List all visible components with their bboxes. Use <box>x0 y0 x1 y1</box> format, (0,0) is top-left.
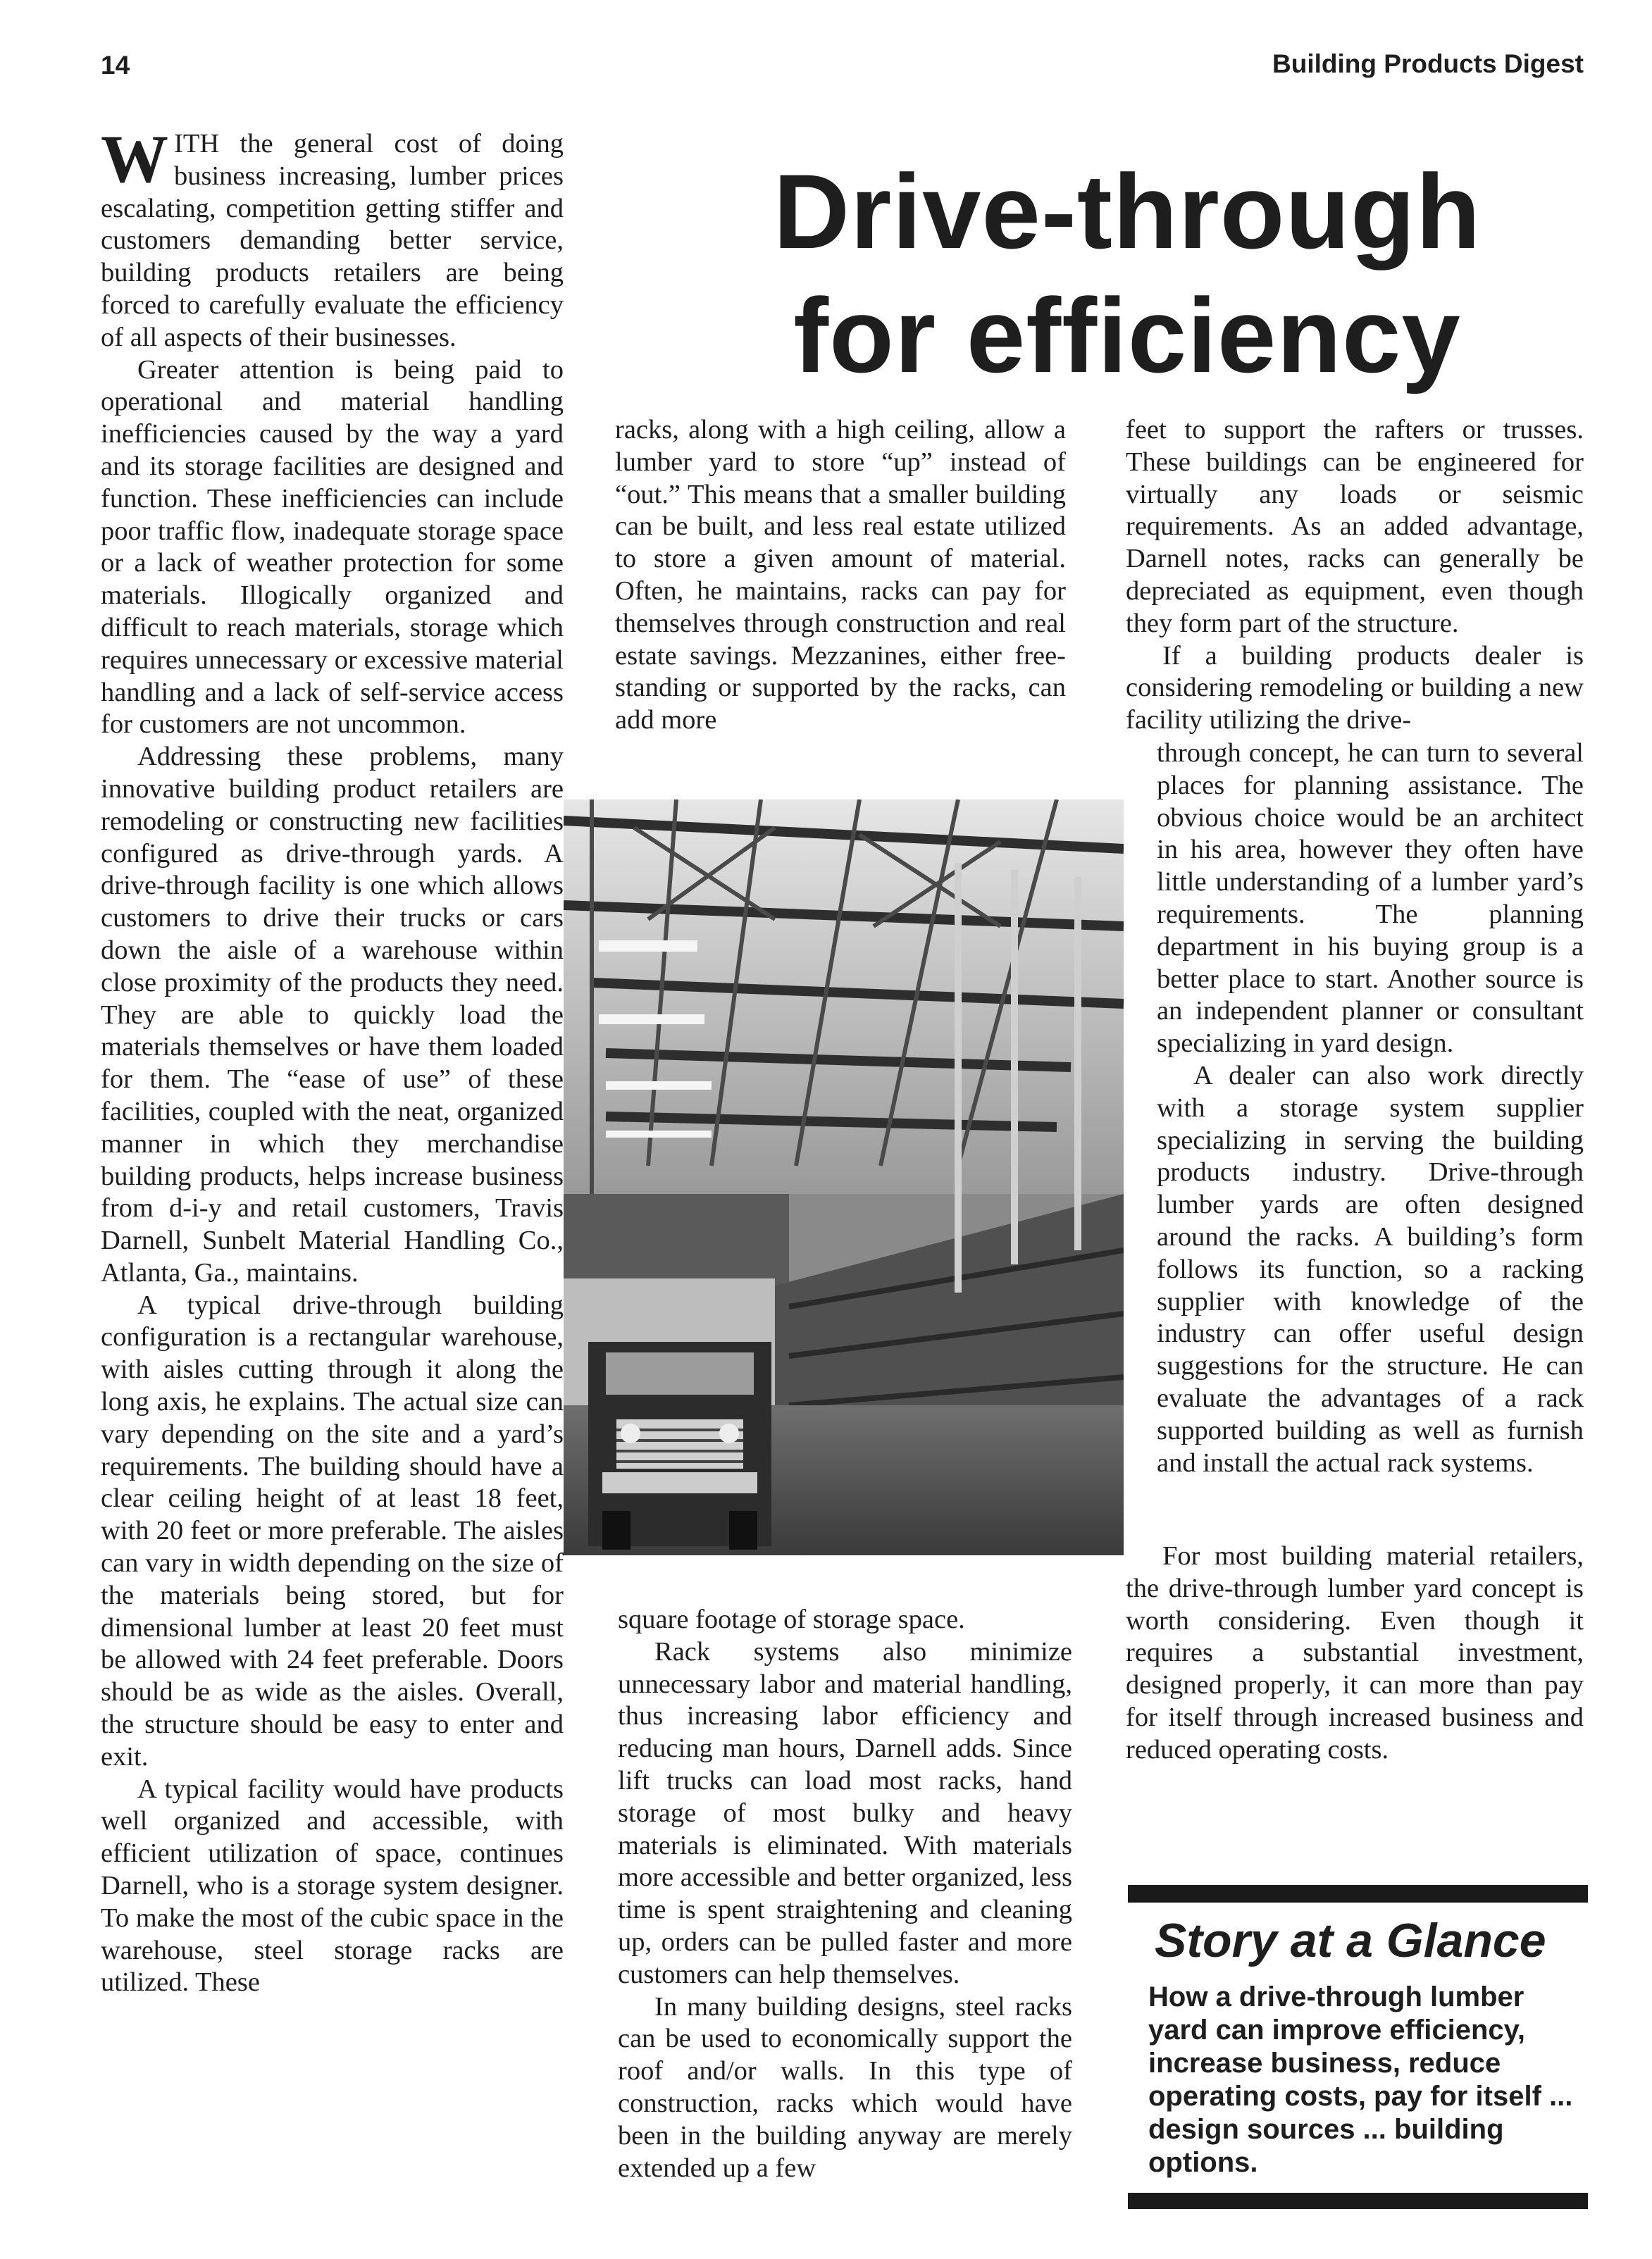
article-paragraph: square footage of storage space. <box>618 1605 965 1634</box>
publication-name: Building Products Digest <box>1272 49 1584 78</box>
glance-rule-top <box>1128 1885 1588 1903</box>
article-column-left <box>101 121 564 1999</box>
article-paragraph: For most building material retailers, the drive-through lumber yard concept is worth considering. Even though it requires a substantial investment, designed properly, it can more than pay for itself through increased business and reduced operating costs. <box>1126 1541 1584 1765</box>
article-paragraph: racks, along with a high ceiling, allow a lumber yard to store “up” instead of “out.” This means that a smaller building can be built, and less real estate utilized to store a given amount of material. Often, he maintains, racks can pay for themselves through construction and real estate savings. Mezzanines, either free-standing or supported by the racks, can add more <box>615 415 1066 735</box>
article-paragraph: In many building designs, steel racks can be used to economically support the roof and/or walls. In this type of construction, racks which would have been in the building anyway are merely extended up a few <box>618 1991 1072 2183</box>
headline-line-1: Drive-through <box>773 152 1482 270</box>
glance-body: How a drive-through lumber yard can improve efficiency, increase business, reduce operating costs, pay for itself ... design sources ... building options. <box>1148 1981 1573 2178</box>
article-paragraph: If a building products dealer is considering remodeling or building a new facility utilizing the drive- <box>1126 640 1584 735</box>
article-column-right-middle <box>1157 738 1584 1479</box>
glance-rule-bottom <box>1128 2193 1588 2209</box>
warehouse-photo <box>564 799 1124 1555</box>
paragraph-text: ITH the general cost of doing business increasing, lumber prices escalating, competition getting stiffer and customers demanding better service, building products retailers are being forced to carefully evaluate the efficiency of all aspects of their businesses. <box>101 129 564 352</box>
article-paragraph: A typical facility would have products well organized and accessible, with efficient utilization of space, continues Darnell, who is a storage system designer. To make the most of the cubic space in the warehouse, steel storage racks are utilized. These <box>101 1774 564 1998</box>
article-column-middle-top <box>615 414 1066 737</box>
article-paragraph: feet to support the rafters or trusses. These buildings can be engineered for virtually any loads or seismic requirements. As an added advantage, Darnell notes, racks can generally be depreciated as equipment, even though they form part of the structure. <box>1126 415 1584 638</box>
article-paragraph: Greater attention is being paid to operational and material handling inefficiencies caused by the way a yard and its storage facilities are designed and function. These inefficiencies can include poor traffic flow, inadequate storage space or a lack of weather protection for some materials. Illogically organized and difficult to reach materials, storage which requires unnecessary or excessive material handling and a lack of self-service access for customers are not uncommon. <box>101 354 564 740</box>
page-number: 14 <box>101 51 130 80</box>
article-paragraph: through concept, he can turn to several places for planning assistance. The obvious choice would be an architect in his area, however they often have little understanding of a lumber yard’s requirements. The planning department in his buying group is a better place to start. Another source is an independent planner or consultant specializing in yard design. <box>1157 738 1584 1059</box>
drop-cap: W <box>101 121 168 197</box>
article-paragraph: A dealer can also work directly with a storage system supplier specializing in serving the building products industry. Drive-through lumber yards are often designed around the racks. A building’s form follows its function, so a racking supplier with knowledge of the industry can offer useful design suggestions for the structure. He can evaluate the advantages of a rack supported building as well as furnish and install the actual rack systems. <box>1157 1060 1584 1478</box>
headline <box>620 149 1634 397</box>
article-column-middle-bottom <box>618 1604 1072 2184</box>
article-paragraph <box>101 121 564 354</box>
article-column-right-top <box>1126 414 1584 737</box>
article-paragraph: Addressing these problems, many innovative building product retailers are remodeling or constructing new facilities configured as drive-through yards. A drive-through facility is one which allows customers to drive their trucks or cars down the aisle of a warehouse within close proximity of the products they need. They are able to quickly load the materials themselves or have them loaded for them. The “ease of use” of these facilities, coupled with the neat, organized manner in which they merchandise building products, helps increase business from d-i-y and retail customers, Travis Darnell, Sunbelt Material Handling Co., Atlanta, Ga., maintains. <box>101 742 564 1288</box>
article-paragraph: A typical drive-through building configuration is a rectangular warehouse, with aisles cutting through it along the long axis, he explains. The actual size can vary depending on the site and a yard’s requirements. The building should have a clear ceiling height of at least 18 feet, with 20 feet or more preferable. The aisles can vary in width depending on the size of the materials being stored, but for dimensional lumber at least 20 feet must be allowed with 24 feet preferable. Doors should be as wide as the aisles. Overall, the structure should be easy to enter and exit. <box>101 1290 564 1772</box>
glance-title: Story at a Glance <box>1155 1914 1546 1967</box>
article-paragraph: Rack systems also minimize unnecessary labor and material handling, thus increasing labor efficiency and reducing man hours, Darnell adds. Since lift trucks can load most racks, hand storage of most bulky and heavy materials is eliminated. With materials more accessible and better organized, less time is spent straightening and cleaning up, orders can be pulled faster and more customers can help themselves. <box>618 1636 1072 1989</box>
headline-line-2: for efficiency <box>793 276 1461 394</box>
article-column-right-bottom <box>1126 1541 1584 1767</box>
